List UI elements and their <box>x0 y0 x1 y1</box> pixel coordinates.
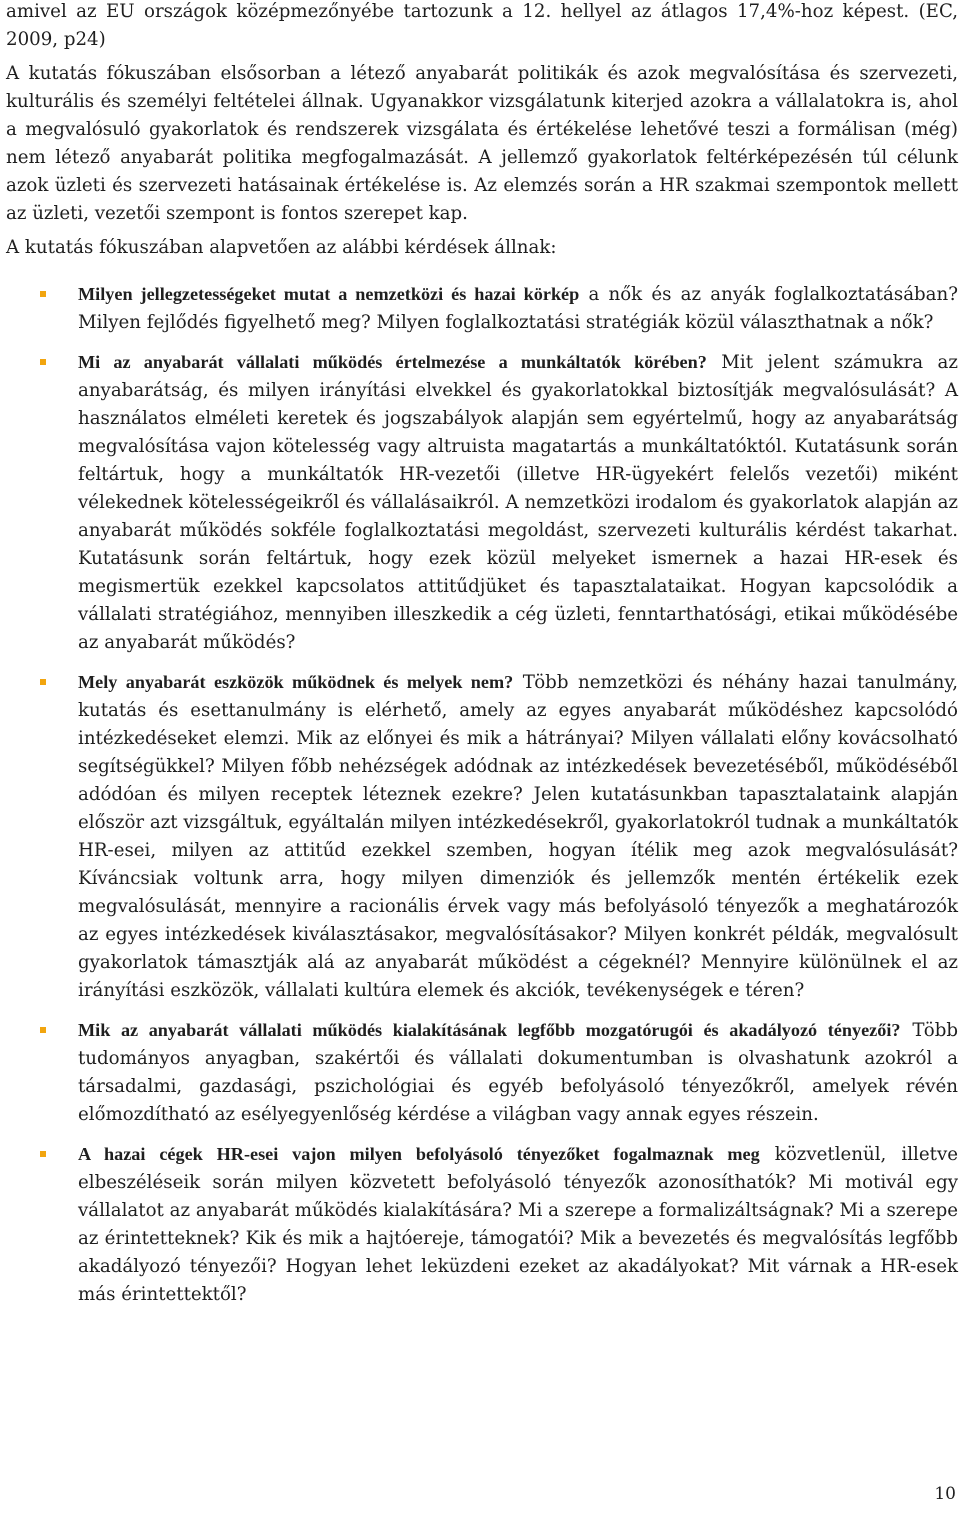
list-item-text <box>78 1016 958 1129</box>
list-item-body: a nők és az anyák foglalkoztatásában? Milyen fejlődés figyelhető meg? Milyen foglalkoztatási stratégiák közül választhatnak a nők? <box>78 284 958 333</box>
list-item <box>6 668 958 1005</box>
research-questions-list <box>6 280 958 1309</box>
list-item-text <box>78 348 958 657</box>
paragraph-questions-lead: A kutatás fókuszában alapvetően az alábbi kérdések állnak: <box>6 237 557 258</box>
paragraph-intro: amivel az EU országok középmezőnyébe tartozunk a 12. hellyel az átlagos 17,4%-hoz képest. (EC, 2009, p24) <box>6 1 958 50</box>
list-item <box>6 280 958 337</box>
list-item-body: Mit jelent számukra az anyabarátság, és milyen irányítási elvekkel és gyakorlatokkal biztosítják megvalósulását? A használatos elméleti keretek és jogszabályok alapján sem egyértelmű, hogy az anyabarátság megvalósítása vajon kötelesség vagy altruista magatartás a munkáltatóktól. Kutatásunk során feltártuk, hogy a munkáltatók HR-vezetői (illetve HR-ügyekért felelős vezetői) miként vélekednek kötelességeikről és vállalásaikról. A nemzetközi irodalom és gyakorlatok alapján az anyabarát működés sokféle foglalkoztatási megoldást, szervezeti kulturális kérdést takarhat. Kutatásunk során feltártuk, hogy ezek közül melyeket ismernek a hazai HR-esek és megismertük ezekkel kapcsolatos attitűdjüket és tapasztalataikat. Hogyan kapcsolódik a vállalati stratégiához, mennyiben illeszkedik a cég üzleti, fenntarthatósági, etikai működésébe az anyabarát működés? <box>78 352 958 653</box>
list-item-question: Milyen jellegzetességeket mutat a nemzetközi és hazai körkép <box>78 284 580 304</box>
list-item <box>6 1016 958 1129</box>
list-item-text <box>78 1140 958 1309</box>
page-number: 10 <box>934 1484 956 1504</box>
square-bullet-icon <box>40 679 46 685</box>
list-item <box>6 348 958 657</box>
list-item-body: Több nemzetközi és néhány hazai tanulmány, kutatás és esettanulmány is elérhető, amely az egyes anyabarát működéshez kapcsolódó intézkedéseket elemzi. Mik az előnyei és mik a hátrányai? Milyen vállalati előny kovácsolható segítségükkel? Milyen főbb nehézségek adódnak az intézkedések bevezetéséből, működéséből adódóan és milyen receptek léteznek ezekre? Jelen kutatásunkban tapasztalataink alapján először azt vizsgáltuk, egyáltalán milyen intézkedésekről, gyakorlatokról tudnak a munkáltatók HR-esei, milyen az attitűd ezekkel szemben, hogyan ítélik meg azok megvalósulását? Kíváncsiak voltunk arra, hogy milyen dimenziók és jellemzők mentén értékelik ezek megvalósulását, mennyire a racionális érvek vagy más befolyásoló tényezők a meghatározók az egyes intézkedések kiválasztásakor, megvalósításakor? Milyen konkrét példák, megvalósult gyakorlatok támasztják alá az anyabarát működést a cégeknél? Mennyire különülnek el az irányítási eszközök, vállalati kultúra elemek és akciók, tevékenységek e téren? <box>78 672 958 1001</box>
square-bullet-icon <box>40 1151 46 1157</box>
list-item <box>6 1140 958 1309</box>
list-item-text <box>78 668 958 1005</box>
list-item-question: A hazai cégek HR-esei vajon milyen befolyásoló tényezőket fogalmaznak meg <box>78 1144 760 1164</box>
square-bullet-icon <box>40 359 46 365</box>
list-item-text <box>78 280 958 337</box>
list-item-question: Mi az anyabarát vállalati működés értelmezése a munkáltatók körében? <box>78 352 707 372</box>
square-bullet-icon <box>40 291 46 297</box>
list-item-body: közvetlenül, illetve elbeszéléseik során milyen közvetett befolyásoló tényezők azonosíthatók? Mi motivál egy vállalatot az anyabarát működés kialakítására? Mi a szerepe a formalizáltságnak? Mi a szerepe az érintetteknek? Kik és mik a hajtóereje, támogatói? Mik a bevezetés és megvalósítás legfőbb akadályozó tényezői? Hogyan lehet leküzdeni ezeket az akadályokat? Mit várnak a HR-esek más érintettektől? <box>78 1144 958 1305</box>
square-bullet-icon <box>40 1027 46 1033</box>
list-item-question: Mely anyabarát eszközök működnek és melyek nem? <box>78 672 514 692</box>
document-page <box>6 0 958 1320</box>
list-item-question: Mik az anyabarát vállalati működés kialakításának legfőbb mozgatórugói és akadályozó tényezői? <box>78 1020 901 1040</box>
list-item-body: Több tudományos anyagban, szakértői és vállalati dokumentumban is olvashatunk azokról a társadalmi, gazdasági, pszichológiai és egyéb befolyásoló tényezőkről, amelyek révén előmozdítható az esélyegyenlőség kérdése a világban vagy annak egyes részein. <box>78 1020 958 1125</box>
paragraph-research-focus: A kutatás fókuszában elsősorban a létező anyabarát politikák és azok megvalósítása és szervezeti, kulturális és személyi feltételei állnak. Ugyanakkor vizsgálatunk kiterjed azokra a vállalatokra is, ahol a megvalósuló gyakorlatok és rendszerek vizsgálata és értékelése lehetővé teszi a formálisan (még) nem létező anyabarát politika megfogalmazását. A jellemző gyakorlatok feltérképezésén túl célunk azok üzleti és szervezeti hatásainak értékelése is. Az elemzés során a HR szakmai szempontok mellett az üzleti, vezetői szempont is fontos szerepet kap. <box>6 63 958 224</box>
